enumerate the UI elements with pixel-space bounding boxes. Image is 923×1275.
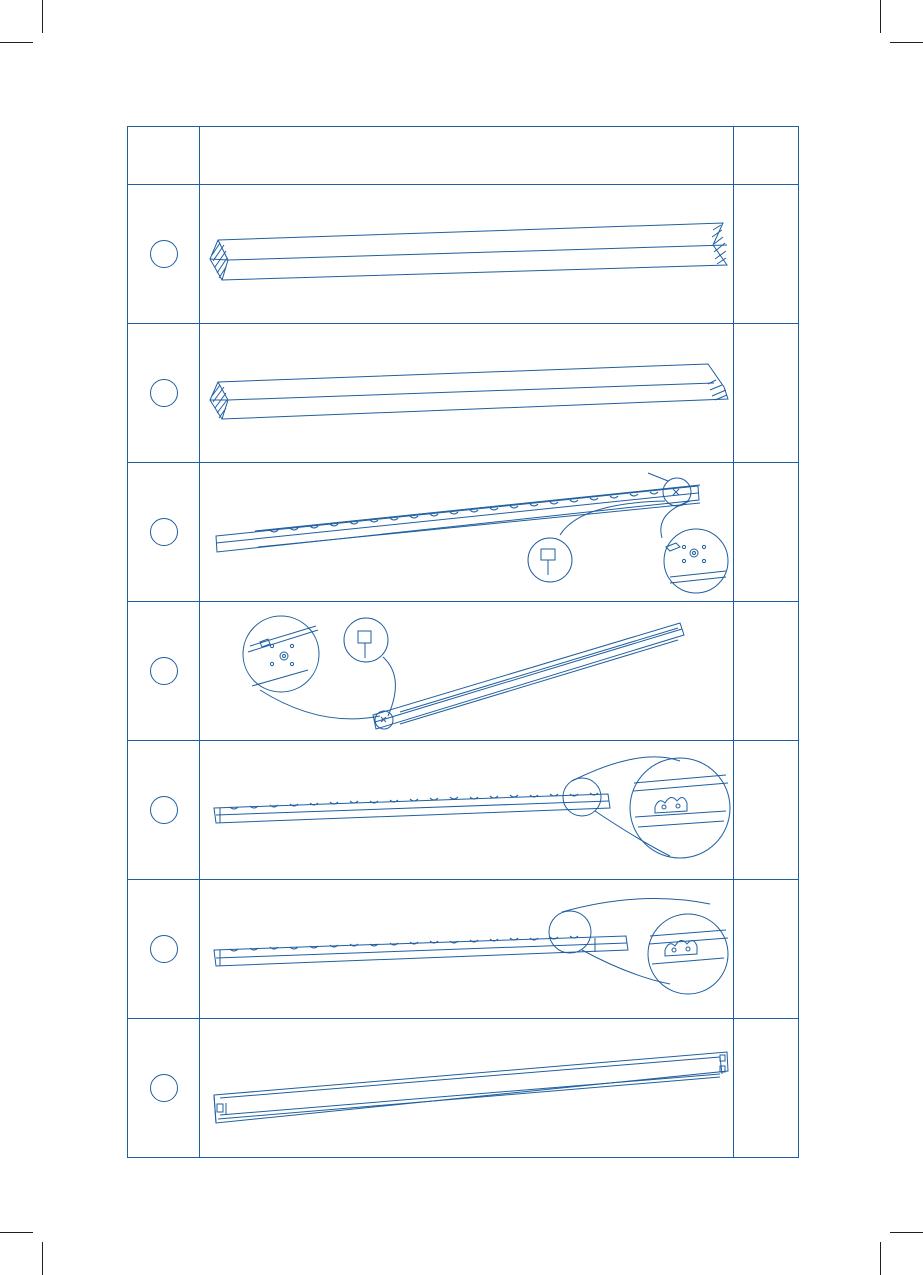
part-number-badge: [150, 1074, 178, 1102]
perforated-rail-with-clip-detail-icon: [200, 880, 734, 1018]
perforated-rail-with-detail-callouts-icon: [200, 602, 734, 740]
quantity-cell: [734, 1019, 799, 1158]
crop-mark: [0, 42, 33, 43]
header-description: [200, 127, 734, 185]
table-row: [128, 324, 799, 463]
crop-mark: [890, 42, 923, 43]
header-number: [128, 127, 200, 185]
perforated-rail-with-clip-detail-icon: [200, 741, 734, 879]
quantity-cell: [734, 880, 799, 1019]
square-tube-rail-icon: [200, 185, 734, 323]
header-quantity: [734, 127, 799, 185]
perforated-rail-with-detail-callouts-icon: [200, 463, 734, 601]
table-row: [128, 741, 799, 880]
part-number-badge: [150, 657, 178, 685]
crop-mark: [880, 1242, 881, 1275]
table-row: [128, 602, 799, 741]
part-number-badge: [150, 796, 178, 824]
quantity-cell: [734, 741, 799, 880]
c-channel-rail-icon: [200, 1019, 734, 1157]
quantity-cell: [734, 463, 799, 602]
crop-mark: [890, 1232, 923, 1233]
table-row: [128, 463, 799, 602]
crop-mark: [42, 1242, 43, 1275]
crop-mark: [0, 1232, 33, 1233]
table-row: [128, 185, 799, 324]
part-number-badge: [150, 379, 178, 407]
part-number-badge: [150, 935, 178, 963]
square-tube-rail-icon: [200, 324, 734, 462]
table-row: [128, 1019, 799, 1158]
crop-mark: [42, 0, 43, 33]
crop-mark: [880, 0, 881, 33]
part-number-badge: [150, 518, 178, 546]
part-number-badge: [150, 240, 178, 268]
table-row: [128, 880, 799, 1019]
table-header: [128, 127, 799, 185]
quantity-cell: [734, 185, 799, 324]
quantity-cell: [734, 324, 799, 463]
parts-table: [127, 126, 799, 1158]
quantity-cell: [734, 602, 799, 741]
